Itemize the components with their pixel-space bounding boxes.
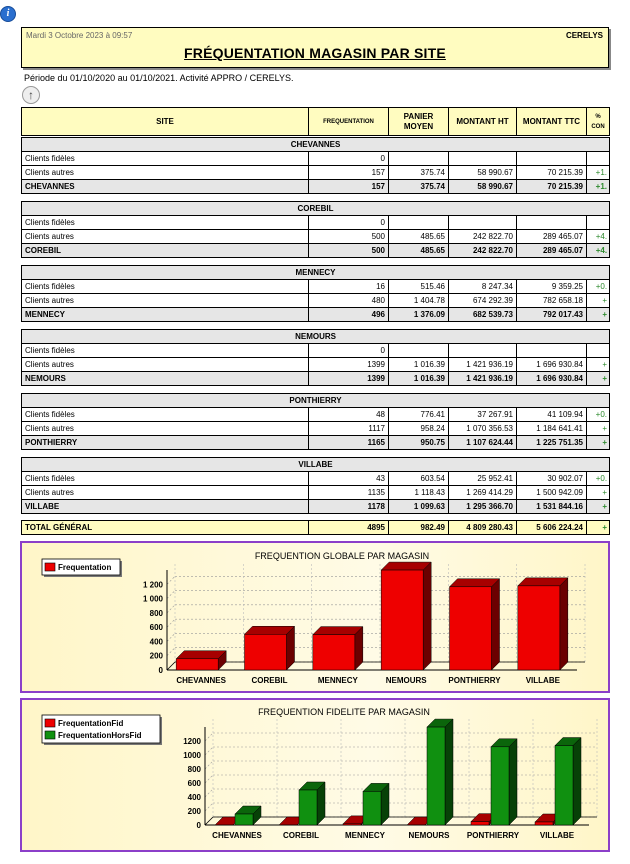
ttc-cell: 792 017.43	[517, 308, 587, 322]
y-tick-label: 200	[149, 651, 163, 661]
row-label: PONTHIERRY	[22, 436, 309, 450]
site-name: PONTHIERRY	[22, 394, 610, 408]
pct-cell: +	[587, 372, 610, 386]
pct-cell: +	[587, 294, 610, 308]
legend-swatch	[45, 719, 55, 727]
gridline	[167, 633, 175, 641]
x-tick-label: NEMOURS	[385, 676, 427, 685]
col-montant-ht: MONTANT HT	[449, 108, 517, 136]
bar	[491, 747, 509, 825]
bar	[518, 586, 560, 670]
pct-cell	[587, 152, 610, 166]
ttc-cell: 1 696 930.84	[517, 372, 587, 386]
freq-cell: 16	[309, 280, 389, 294]
table-row	[22, 152, 610, 166]
legend-label: Frequentation	[58, 563, 112, 572]
gridline	[205, 761, 213, 769]
gridline	[205, 733, 213, 741]
row-label: VILLABE	[22, 500, 309, 514]
site-header-row	[22, 458, 610, 472]
bar-top	[313, 627, 363, 635]
scroll-up-icon[interactable]: ↑	[22, 86, 40, 104]
pct-cell: +0.	[587, 408, 610, 422]
ttc-cell: 70 215.39	[517, 166, 587, 180]
chart-title: FREQUENTION FIDELITE PAR MAGASIN	[258, 707, 430, 717]
legend-label: FrequentationFid	[58, 719, 124, 728]
freq-cell: 1165	[309, 436, 389, 450]
x-tick-label: PONTHIERRY	[466, 831, 520, 840]
table-row	[22, 166, 610, 180]
y-tick-label: 600	[187, 779, 201, 788]
freq-cell: 1178	[309, 500, 389, 514]
panier-cell: 958.24	[389, 422, 449, 436]
ht-cell: 682 539.73	[449, 308, 517, 322]
ht-cell: 1 107 624.44	[449, 436, 517, 450]
ht-cell: 1 295 366.70	[449, 500, 517, 514]
table-row	[22, 422, 610, 436]
site-header-row	[22, 202, 610, 216]
grand-total-ht: 4 809 280.43	[449, 521, 517, 535]
row-label: Clients fidèles	[22, 280, 309, 294]
table-row	[22, 294, 610, 308]
grand-total-label: TOTAL GÉNÉRAL	[22, 521, 309, 535]
ttc-cell: 9 359.25	[517, 280, 587, 294]
ttc-cell	[517, 152, 587, 166]
freq-cell: 1399	[309, 372, 389, 386]
site-total-row	[22, 436, 610, 450]
y-tick-label: 0	[158, 666, 163, 675]
panier-cell: 1 016.39	[389, 358, 449, 372]
pct-cell: +1.	[587, 180, 610, 194]
panier-cell: 1 099.63	[389, 500, 449, 514]
x-tick-label: VILLABE	[539, 831, 575, 840]
grand-total-ttc: 5 606 224.24	[517, 521, 587, 535]
freq-cell: 0	[309, 216, 389, 230]
freq-cell: 0	[309, 344, 389, 358]
row-label: COREBIL	[22, 244, 309, 258]
panier-cell: 603.54	[389, 472, 449, 486]
bar	[471, 822, 489, 825]
panier-cell: 375.74	[389, 180, 449, 194]
gridline	[167, 619, 175, 627]
ttc-cell	[517, 216, 587, 230]
bar-top	[518, 578, 568, 586]
gridline	[167, 576, 175, 584]
chart-global	[20, 541, 610, 693]
freq-cell: 48	[309, 408, 389, 422]
panier-cell: 1 118.43	[389, 486, 449, 500]
row-label: Clients autres	[22, 166, 309, 180]
site-total-row	[22, 500, 610, 514]
y-tick-label: 1 200	[142, 580, 163, 590]
panier-cell: 485.65	[389, 230, 449, 244]
pct-cell	[587, 216, 610, 230]
bar	[381, 570, 423, 670]
site-total-row	[22, 244, 610, 258]
site-header-row	[22, 394, 610, 408]
chart-global-svg	[22, 543, 608, 691]
freq-cell: 157	[309, 166, 389, 180]
ht-cell: 1 421 936.19	[449, 372, 517, 386]
col-montant-ttc: MONTANT TTC	[517, 108, 587, 136]
panier-cell	[389, 152, 449, 166]
bar	[535, 822, 553, 825]
panier-cell: 1 376.09	[389, 308, 449, 322]
ht-cell: 674 292.39	[449, 294, 517, 308]
pct-cell: +	[587, 500, 610, 514]
chart-fidelite-svg	[22, 700, 608, 850]
column-header-table	[21, 107, 610, 136]
bar	[450, 587, 492, 670]
site-table	[21, 201, 610, 258]
bar	[235, 814, 253, 825]
freq-cell: 500	[309, 230, 389, 244]
bar-top	[450, 579, 500, 587]
bar-top	[245, 626, 295, 634]
row-label: Clients autres	[22, 294, 309, 308]
info-icon[interactable]: i	[0, 6, 16, 22]
site-header-row	[22, 266, 610, 280]
legend-label: FrequentationHorsFid	[58, 731, 142, 740]
site-total-row	[22, 308, 610, 322]
grand-total-table	[21, 520, 610, 535]
site-table	[21, 265, 610, 322]
panier-cell: 515.46	[389, 280, 449, 294]
legend-swatch	[45, 563, 55, 571]
grand-total-pct: +	[587, 521, 610, 535]
axis-depth	[167, 662, 175, 670]
ht-cell: 58 990.67	[449, 180, 517, 194]
panier-cell: 375.74	[389, 166, 449, 180]
panier-cell: 1 016.39	[389, 372, 449, 386]
bar-side	[492, 579, 500, 670]
ttc-cell: 41 109.94	[517, 408, 587, 422]
ht-cell: 25 952.41	[449, 472, 517, 486]
freq-cell: 0	[309, 152, 389, 166]
row-label: Clients autres	[22, 358, 309, 372]
row-label: MENNECY	[22, 308, 309, 322]
y-tick-label: 1000	[183, 751, 201, 760]
ttc-cell: 1 531 844.16	[517, 500, 587, 514]
x-tick-label: NEMOURS	[408, 831, 450, 840]
table-row	[22, 472, 610, 486]
ht-cell: 1 269 414.29	[449, 486, 517, 500]
col-panier: PANIER MOYEN	[389, 108, 449, 136]
site-total-row	[22, 372, 610, 386]
row-label: Clients fidèles	[22, 216, 309, 230]
panier-cell: 950.75	[389, 436, 449, 450]
bar	[313, 635, 355, 670]
x-tick-label: CHEVANNES	[176, 676, 226, 685]
gridline	[205, 747, 213, 755]
row-label: Clients fidèles	[22, 152, 309, 166]
table-row	[22, 408, 610, 422]
ttc-cell: 289 465.07	[517, 244, 587, 258]
site-header-row	[22, 330, 610, 344]
y-tick-label: 600	[149, 623, 163, 633]
row-label: CHEVANNES	[22, 180, 309, 194]
ht-cell	[449, 152, 517, 166]
ttc-cell: 782 658.18	[517, 294, 587, 308]
bar-side	[573, 738, 581, 825]
panier-cell: 485.65	[389, 244, 449, 258]
pct-cell: +4.	[587, 230, 610, 244]
row-label: Clients autres	[22, 486, 309, 500]
gridline	[167, 648, 175, 656]
legend-swatch	[45, 731, 55, 739]
chart-fidelite	[20, 698, 610, 852]
pct-cell: +	[587, 422, 610, 436]
col-frequentation: FREQUENTATION	[309, 108, 389, 136]
freq-cell: 1399	[309, 358, 389, 372]
row-label: Clients fidèles	[22, 344, 309, 358]
x-tick-label: MENNECY	[344, 831, 386, 840]
pct-cell: +0.	[587, 472, 610, 486]
pct-cell: +	[587, 358, 610, 372]
ttc-cell: 70 215.39	[517, 180, 587, 194]
site-table	[21, 329, 610, 386]
bar	[555, 746, 573, 825]
freq-cell: 157	[309, 180, 389, 194]
x-tick-label: CHEVANNES	[212, 831, 262, 840]
table-row	[22, 344, 610, 358]
pct-cell: +0.	[587, 280, 610, 294]
y-tick-label: 200	[187, 807, 201, 816]
site-name: VILLABE	[22, 458, 610, 472]
y-tick-label: 1200	[183, 737, 201, 746]
site-total-row	[22, 180, 610, 194]
site-name: COREBIL	[22, 202, 610, 216]
bar	[245, 634, 287, 670]
site-table	[21, 137, 610, 194]
table-row	[22, 230, 610, 244]
ht-cell: 242 822.70	[449, 230, 517, 244]
freq-cell: 43	[309, 472, 389, 486]
bar-top	[176, 651, 226, 659]
pct-cell: +	[587, 486, 610, 500]
ttc-cell: 1 225 751.35	[517, 436, 587, 450]
table-row	[22, 358, 610, 372]
ht-cell: 1 070 356.53	[449, 422, 517, 436]
y-tick-label: 1 000	[142, 594, 163, 604]
x-tick-label: COREBIL	[283, 831, 319, 840]
report-date: Mardi 3 Octobre 2023 à 09:57	[26, 31, 133, 40]
axis-depth	[205, 817, 213, 825]
pct-cell: +4.	[587, 244, 610, 258]
col-site: SITE	[22, 108, 309, 136]
y-tick-label: 0	[196, 821, 201, 830]
table-row	[22, 216, 610, 230]
bar-side	[445, 719, 453, 825]
site-table	[21, 393, 610, 450]
ttc-cell	[517, 344, 587, 358]
row-label: NEMOURS	[22, 372, 309, 386]
x-tick-label: VILLABE	[525, 676, 560, 685]
site-name: MENNECY	[22, 266, 610, 280]
table-row	[22, 280, 610, 294]
bar-side	[560, 578, 568, 670]
gridline	[205, 789, 213, 797]
pct-cell	[587, 344, 610, 358]
site-table	[21, 457, 610, 514]
row-label: Clients fidèles	[22, 408, 309, 422]
ht-cell: 37 267.91	[449, 408, 517, 422]
bar	[299, 790, 317, 825]
table-row	[22, 486, 610, 500]
bar-side	[509, 739, 517, 825]
row-label: Clients fidèles	[22, 472, 309, 486]
period-text: Période du 01/10/2020 au 01/10/2021. Activité APPRO / CERELYS.	[24, 73, 294, 83]
panier-cell	[389, 344, 449, 358]
panier-cell	[389, 216, 449, 230]
row-label: Clients autres	[22, 422, 309, 436]
x-tick-label: PONTHIERRY	[448, 676, 501, 685]
freq-cell: 496	[309, 308, 389, 322]
bar	[363, 791, 381, 825]
x-tick-label: MENNECY	[317, 676, 358, 685]
gridline	[205, 803, 213, 811]
pct-cell: +	[587, 436, 610, 450]
ttc-cell: 1 184 641.41	[517, 422, 587, 436]
row-label: Clients autres	[22, 230, 309, 244]
ht-cell: 58 990.67	[449, 166, 517, 180]
pct-cell: +1.	[587, 166, 610, 180]
freq-cell: 500	[309, 244, 389, 258]
bar	[427, 727, 445, 825]
ttc-cell: 1 696 930.84	[517, 358, 587, 372]
grand-total-row	[22, 521, 610, 535]
ht-cell: 1 421 936.19	[449, 358, 517, 372]
x-tick-label: COREBIL	[251, 676, 288, 685]
col-pct: % CON	[587, 108, 610, 136]
ht-cell	[449, 344, 517, 358]
report-title: FRÉQUENTATION MAGASIN PAR SITE	[184, 45, 446, 61]
gridline	[167, 591, 175, 599]
freq-cell: 480	[309, 294, 389, 308]
gridline	[167, 605, 175, 613]
report-header	[21, 27, 609, 68]
freq-cell: 1117	[309, 422, 389, 436]
chart-title: FREQUENTION GLOBALE PAR MAGASIN	[254, 551, 430, 561]
brand-name: CERELYS	[565, 31, 603, 40]
bar	[343, 824, 361, 825]
freq-cell: 1135	[309, 486, 389, 500]
y-tick-label: 400	[149, 637, 163, 647]
bar	[176, 659, 218, 670]
site-name: CHEVANNES	[22, 138, 610, 152]
pct-cell: +	[587, 308, 610, 322]
ttc-cell: 30 902.07	[517, 472, 587, 486]
ht-cell: 242 822.70	[449, 244, 517, 258]
site-header-row	[22, 138, 610, 152]
y-tick-label: 800	[149, 608, 163, 618]
gridline	[205, 775, 213, 783]
panier-cell: 776.41	[389, 408, 449, 422]
panier-cell: 1 404.78	[389, 294, 449, 308]
grand-total-panier: 982.49	[389, 521, 449, 535]
ht-cell: 8 247.34	[449, 280, 517, 294]
y-tick-label: 400	[187, 793, 201, 802]
ttc-cell: 289 465.07	[517, 230, 587, 244]
bar-top	[381, 562, 431, 570]
grand-total-freq: 4895	[309, 521, 389, 535]
site-name: NEMOURS	[22, 330, 610, 344]
y-tick-label: 800	[187, 765, 201, 774]
bar-side	[423, 562, 431, 670]
ht-cell	[449, 216, 517, 230]
ttc-cell: 1 500 942.09	[517, 486, 587, 500]
